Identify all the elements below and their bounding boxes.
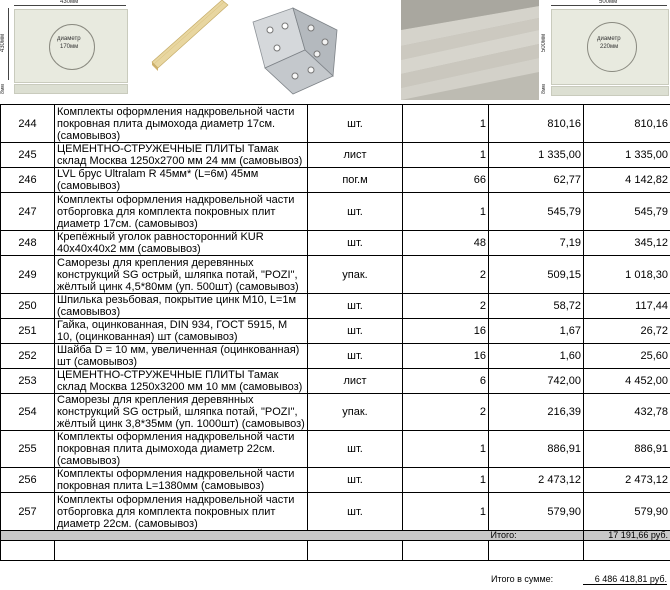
table-row <box>1 344 670 369</box>
plate-220-drawing <box>541 0 670 100</box>
plate1-circle-label2: 170мм <box>60 44 79 50</box>
plate1-edge <box>14 84 128 94</box>
plate1-circle-label1: диаметр <box>57 36 81 42</box>
item-unit: упак. <box>308 394 403 431</box>
row-number: 253 <box>1 369 55 394</box>
lvl-beam-image <box>140 0 240 100</box>
item-quantity: 2 <box>403 256 489 294</box>
item-sum: 1 018,30 <box>584 256 670 294</box>
row-number: 257 <box>1 493 55 531</box>
item-unit: шт. <box>308 319 403 344</box>
item-price: 742,00 <box>489 369 584 394</box>
item-unit: шт. <box>308 493 403 531</box>
item-name: ЦЕМЕНТНО-СТРУЖЕЧНЫЕ ПЛИТЫ Тамак склад Москва 1250х2700 мм 24 мм (самовывоз) <box>55 143 308 168</box>
plate1-side-label: 8мм <box>0 84 6 94</box>
item-price: 216,39 <box>489 394 584 431</box>
table-row <box>1 493 670 531</box>
item-sum: 886,91 <box>584 431 670 468</box>
item-price: 62,77 <box>489 168 584 193</box>
item-quantity: 2 <box>403 394 489 431</box>
item-sum: 4 452,00 <box>584 369 670 394</box>
item-unit: шт. <box>308 193 403 231</box>
item-name: Комплекты оформления надкровельной части покровная плита L=1380мм (самовывоз) <box>55 468 308 493</box>
plate1-width-label: 430мм <box>60 0 79 5</box>
item-sum: 117,44 <box>584 294 670 319</box>
item-quantity: 2 <box>403 294 489 319</box>
plate2-surface <box>551 9 669 85</box>
item-sum: 432,78 <box>584 394 670 431</box>
item-price: 7,19 <box>489 231 584 256</box>
table-row <box>1 193 670 231</box>
specification-table <box>0 104 670 561</box>
item-price: 545,79 <box>489 193 584 231</box>
row-number: 245 <box>1 143 55 168</box>
item-quantity: 1 <box>403 493 489 531</box>
item-name: Комплекты оформления надкровельной части покровная плита дымохода диаметр 17см. (самовывоз) <box>55 105 308 143</box>
table-row <box>1 294 670 319</box>
item-sum: 545,79 <box>584 193 670 231</box>
item-sum: 810,16 <box>584 105 670 143</box>
item-price: 810,16 <box>489 105 584 143</box>
row-number: 254 <box>1 394 55 431</box>
table-row <box>1 369 670 394</box>
plate2-side-label: 8мм <box>541 84 547 94</box>
blank-row <box>1 541 670 561</box>
item-price: 1,67 <box>489 319 584 344</box>
item-name: Крепёжный уголок равносторонний KUR 40х40х40х2 мм (самовывоз) <box>55 231 308 256</box>
item-quantity: 1 <box>403 105 489 143</box>
plate2-circle-label2: 220мм <box>600 44 619 50</box>
item-unit: шт. <box>308 468 403 493</box>
item-unit: шт. <box>308 231 403 256</box>
item-quantity: 16 <box>403 319 489 344</box>
angle-bracket-image <box>245 0 345 100</box>
item-name: Шпилька резьбовая, покрытие цинк М10, L=1м (самовывоз) <box>55 294 308 319</box>
plate2-circle-label1: диаметр <box>597 36 621 42</box>
table-row <box>1 168 670 193</box>
item-name: Саморезы для крепления деревянных конструкций SG острый, шляпка потай, "POZI", жёлтый цинк 3,8*35мм (уп. 1000шт) (самовывоз) <box>55 394 308 431</box>
item-sum: 1 335,00 <box>584 143 670 168</box>
table-row <box>1 105 670 143</box>
item-sum: 26,72 <box>584 319 670 344</box>
total-row <box>1 531 670 541</box>
item-sum: 2 473,12 <box>584 468 670 493</box>
item-quantity: 1 <box>403 431 489 468</box>
table-row <box>1 468 670 493</box>
item-quantity: 1 <box>403 468 489 493</box>
item-price: 1 335,00 <box>489 143 584 168</box>
item-sum: 25,60 <box>584 344 670 369</box>
item-unit: пог.м <box>308 168 403 193</box>
row-number: 244 <box>1 105 55 143</box>
plate-170-drawing <box>0 0 132 100</box>
item-price: 579,90 <box>489 493 584 531</box>
item-price: 509,15 <box>489 256 584 294</box>
item-quantity: 48 <box>403 231 489 256</box>
item-price: 58,72 <box>489 294 584 319</box>
table-row <box>1 394 670 431</box>
item-unit: лист <box>308 143 403 168</box>
item-name: ЦЕМЕНТНО-СТРУЖЕЧНЫЕ ПЛИТЫ Тамак склад Москва 1250х3200 мм 10 мм (самовывоз) <box>55 369 308 394</box>
item-unit: шт. <box>308 294 403 319</box>
table-row <box>1 256 670 294</box>
plate1-height-label: 430мм <box>0 33 7 53</box>
item-price: 2 473,12 <box>489 468 584 493</box>
table-row <box>1 143 670 168</box>
item-sum: 579,90 <box>584 493 670 531</box>
item-sum: 345,12 <box>584 231 670 256</box>
item-quantity: 6 <box>403 369 489 394</box>
row-number: 251 <box>1 319 55 344</box>
item-unit: лист <box>308 369 403 394</box>
item-name: Гайка, оцинкованная, DIN 934, ГОСТ 5915, М 10, (оцинкованная) шт (самовывоз) <box>55 319 308 344</box>
item-name: Комплекты оформления надкровельной части отборговка для комплекта покровных плит диаметр 17см. (самовывоз) <box>55 193 308 231</box>
item-unit: шт. <box>308 344 403 369</box>
item-quantity: 1 <box>403 143 489 168</box>
item-quantity: 66 <box>403 168 489 193</box>
row-number: 256 <box>1 468 55 493</box>
product-image-strip <box>0 0 670 104</box>
table-row <box>1 319 670 344</box>
plate2-width-label: 500мм <box>599 0 618 5</box>
plate2-height-label: 500мм <box>541 33 548 53</box>
total-label: Итого: <box>489 531 584 541</box>
row-number: 250 <box>1 294 55 319</box>
item-name: LVL брус Ultralam R 45мм* (L=6м) 45мм (самовывоз) <box>55 168 308 193</box>
grand-total-value: 6 486 418,81 руб. <box>583 574 667 585</box>
table-row <box>1 431 670 468</box>
item-price: 1,60 <box>489 344 584 369</box>
row-number: 249 <box>1 256 55 294</box>
item-unit: упак. <box>308 256 403 294</box>
item-name: Комплекты оформления надкровельной части покровная плита дымохода диаметр 22см. (самовывоз) <box>55 431 308 468</box>
item-quantity: 1 <box>403 193 489 231</box>
plate1-surface <box>14 9 128 83</box>
item-unit: шт. <box>308 105 403 143</box>
item-quantity: 16 <box>403 344 489 369</box>
plate2-edge <box>551 86 669 96</box>
table-row <box>1 231 670 256</box>
cement-board-photo <box>401 0 539 100</box>
row-number: 247 <box>1 193 55 231</box>
grand-total-label: Итого в сумме: <box>491 574 554 584</box>
item-name: Шайба D = 10 мм, увеличенная (оцинкованная) шт (самовывоз) <box>55 344 308 369</box>
item-name: Комплекты оформления надкровельной части отборговка для комплекта покровных плит диаметр 22см. (самовывоз) <box>55 493 308 531</box>
row-number: 252 <box>1 344 55 369</box>
row-number: 255 <box>1 431 55 468</box>
total-value: 17 191,66 руб. <box>584 531 670 541</box>
item-unit: шт. <box>308 431 403 468</box>
item-price: 886,91 <box>489 431 584 468</box>
item-sum: 4 142,82 <box>584 168 670 193</box>
row-number: 248 <box>1 231 55 256</box>
row-number: 246 <box>1 168 55 193</box>
item-name: Саморезы для крепления деревянных конструкций SG острый, шляпка потай, "POZI", жёлтый цинк 4,5*80мм (уп. 500шт) (самовывоз) <box>55 256 308 294</box>
